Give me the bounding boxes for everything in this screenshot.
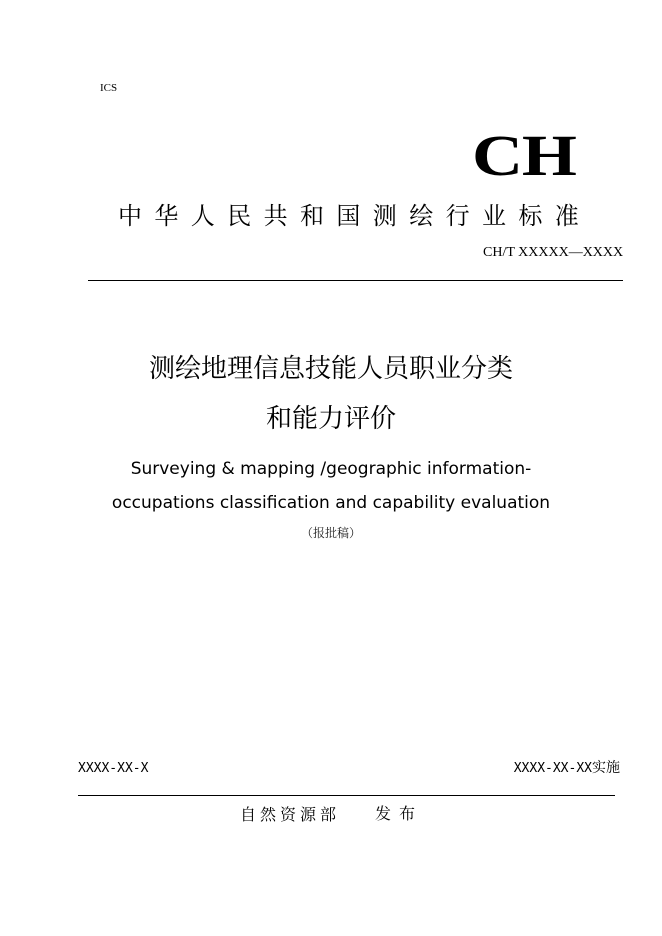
- document-title-zh-line1: 测绘地理信息技能人员职业分类: [148, 354, 513, 384]
- implementation-date-value: XXXX-XX-XX: [513, 761, 592, 776]
- top-divider: [88, 280, 623, 281]
- issue-label: 发布: [375, 804, 424, 823]
- document-title-en-line2: occupations classification and capability evaluation: [111, 493, 551, 513]
- publish-date: XXXX-XX-X: [78, 761, 149, 776]
- document-title-zh-line2: 和能力评价: [265, 404, 396, 434]
- implementation-date: [514, 759, 620, 778]
- implementation-label: 实施: [592, 760, 620, 776]
- ics-code: ICS: [100, 82, 118, 94]
- ch-logo: CH: [472, 123, 576, 188]
- draft-status: （报批稿）: [300, 526, 361, 540]
- industry-standard-title: 中华人民共和国测绘行业标准: [118, 202, 592, 230]
- standard-number: CH/T XXXXX—XXXX: [483, 245, 624, 260]
- bottom-divider: [78, 795, 615, 796]
- issuing-authority: 自然资源部: [240, 805, 341, 824]
- document-title-en-line1: Surveying & mapping /geographic information-: [130, 459, 532, 479]
